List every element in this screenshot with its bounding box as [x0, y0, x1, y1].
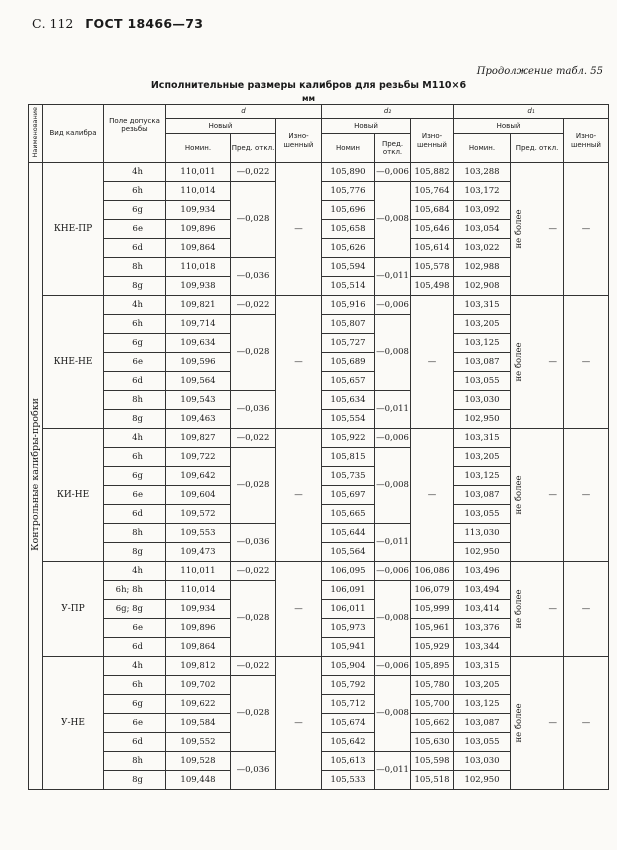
tolerance-cell: 8h [104, 752, 166, 771]
d2-worn-cell: 105,630 [411, 733, 454, 752]
tolerance-cell: 8g [104, 410, 166, 429]
d-deviation-cell: —0,036 [231, 258, 276, 296]
d2-nominal-cell: 105,890 [322, 163, 375, 182]
d1-nominal-cell: 102,988 [454, 258, 511, 277]
gauge-kind: У-НЕ [43, 657, 104, 790]
d1-worn-cell: — [564, 562, 609, 657]
not-more-note: не более [514, 589, 525, 629]
tolerance-cell: 8h [104, 524, 166, 543]
d1-nominal-cell: 113,030 [454, 524, 511, 543]
d-nominal-cell: 109,604 [166, 486, 231, 505]
d-nominal-cell: 109,938 [166, 277, 231, 296]
d2-nominal-cell: 105,594 [322, 258, 375, 277]
tolerance-cell: 8g [104, 277, 166, 296]
d1-nominal-cell: 103,087 [454, 486, 511, 505]
tolerance-cell: 8h [104, 258, 166, 277]
col-d2-nominal: Номин [322, 134, 375, 163]
d2-worn-cell: 106,079 [411, 581, 454, 600]
d1-nominal-cell: 103,315 [454, 429, 511, 448]
d-deviation-cell: —0,022 [231, 163, 276, 182]
d-nominal-cell: 109,448 [166, 771, 231, 790]
table-row [29, 562, 609, 581]
d2-nominal-cell: 105,904 [322, 657, 375, 676]
table-row [29, 163, 609, 182]
d1-deviation-cell [511, 562, 564, 657]
d2-worn-cell: 105,598 [411, 752, 454, 771]
col-d1-new: Новый [454, 119, 564, 134]
d2-deviation-cell: —0,006 [375, 429, 411, 448]
d1-deviation-value: — [548, 356, 558, 367]
d-nominal-cell: 109,552 [166, 733, 231, 752]
d1-nominal-cell: 103,054 [454, 220, 511, 239]
d1-nominal-cell: 103,030 [454, 391, 511, 410]
col-d2-dev: Пред. откл. [375, 134, 411, 163]
tolerance-cell: 6e [104, 220, 166, 239]
d-nominal-cell: 109,553 [166, 524, 231, 543]
col-kind-header: Вид калибра [43, 105, 104, 163]
tolerance-cell: 6h [104, 182, 166, 201]
d1-deviation-value: — [548, 717, 558, 728]
col-d-nominal: Номин. [166, 134, 231, 163]
page-header [32, 16, 203, 31]
d1-nominal-cell: 103,344 [454, 638, 511, 657]
d2-nominal-cell: 105,613 [322, 752, 375, 771]
d2-nominal-cell: 105,564 [322, 543, 375, 562]
tolerance-cell: 6h [104, 676, 166, 695]
d-nominal-cell: 110,014 [166, 581, 231, 600]
d1-nominal-cell: 103,496 [454, 562, 511, 581]
d1-nominal-cell: 103,205 [454, 676, 511, 695]
d-nominal-cell: 109,528 [166, 752, 231, 771]
col-d-dev: Пред. откл. [231, 134, 276, 163]
d-nominal-cell: 109,572 [166, 505, 231, 524]
gauge-kind: КНЕ-НЕ [43, 296, 104, 429]
tolerance-cell: 8g [104, 543, 166, 562]
d1-nominal-cell: 103,205 [454, 448, 511, 467]
d1-nominal-cell: 102,950 [454, 543, 511, 562]
not-more-note: не более [514, 703, 525, 743]
tolerance-cell: 6g [104, 467, 166, 486]
d2-deviation-cell: —0,011 [375, 752, 411, 790]
tolerance-cell: 6g [104, 201, 166, 220]
tolerance-cell: 6h [104, 315, 166, 334]
tolerance-cell: 4h [104, 163, 166, 182]
d-nominal-cell: 110,011 [166, 163, 231, 182]
dimensions-table [28, 104, 609, 790]
d2-worn-cell: 105,961 [411, 619, 454, 638]
d-deviation-cell: —0,022 [231, 657, 276, 676]
d-worn-cell: — [276, 296, 322, 429]
d2-nominal-cell: 105,807 [322, 315, 375, 334]
d2-nominal-cell: 106,095 [322, 562, 375, 581]
tolerance-cell: 4h [104, 657, 166, 676]
col-d1-worn: Изно-шенный [564, 119, 609, 163]
d2-nominal-cell: 105,642 [322, 733, 375, 752]
d1-worn-cell: — [564, 296, 609, 429]
d2-nominal-cell: 105,657 [322, 372, 375, 391]
d-worn-cell: — [276, 429, 322, 562]
d1-worn-cell: — [564, 657, 609, 790]
d2-nominal-cell: 105,973 [322, 619, 375, 638]
d2-worn-cell: 105,646 [411, 220, 454, 239]
d2-deviation-cell: —0,011 [375, 258, 411, 296]
gauge-kind: У-ПР [43, 562, 104, 657]
d2-worn-cell: 105,895 [411, 657, 454, 676]
d2-deviation-cell: —0,006 [375, 562, 411, 581]
d2-nominal-cell: 105,658 [322, 220, 375, 239]
d2-nominal-cell: 105,626 [322, 239, 375, 258]
d-nominal-cell: 109,812 [166, 657, 231, 676]
d-nominal-cell: 110,014 [166, 182, 231, 201]
col-name-header: Наименование [29, 105, 43, 163]
d1-nominal-cell: 103,414 [454, 600, 511, 619]
d-nominal-cell: 109,714 [166, 315, 231, 334]
d1-deviation-cell [511, 163, 564, 296]
d1-nominal-cell: 103,376 [454, 619, 511, 638]
d1-nominal-cell: 103,087 [454, 353, 511, 372]
d1-worn-cell: — [564, 429, 609, 562]
d2-deviation-cell: —0,008 [375, 676, 411, 752]
d2-nominal-cell: 105,697 [322, 486, 375, 505]
col-d2-header: d₂ [322, 105, 454, 119]
d1-nominal-cell: 103,205 [454, 315, 511, 334]
table-row [29, 296, 609, 315]
d-nominal-cell: 109,642 [166, 467, 231, 486]
tolerance-cell: 6e [104, 619, 166, 638]
tolerance-cell: 6h; 8h [104, 581, 166, 600]
d2-nominal-cell: 105,792 [322, 676, 375, 695]
col-d1-dev: Пред. откл. [511, 134, 564, 163]
d-nominal-cell: 109,864 [166, 638, 231, 657]
d2-nominal-cell: 105,674 [322, 714, 375, 733]
col-d-worn: Изно-шенный [276, 119, 322, 163]
d1-deviation-cell [511, 657, 564, 790]
d-deviation-cell: —0,022 [231, 296, 276, 315]
d-deviation-cell: —0,028 [231, 315, 276, 391]
table-title: Исполнительные размеры калибров для резьбы М110×6 [150, 80, 467, 91]
d2-nominal-cell: 105,554 [322, 410, 375, 429]
d-nominal-cell: 109,622 [166, 695, 231, 714]
tolerance-cell: 6e [104, 353, 166, 372]
d1-nominal-cell: 103,315 [454, 296, 511, 315]
d-nominal-cell: 109,584 [166, 714, 231, 733]
tolerance-cell: 8g [104, 771, 166, 790]
not-more-note: не более [514, 209, 525, 249]
d2-nominal-cell: 105,696 [322, 201, 375, 220]
d2-nominal-cell: 105,533 [322, 771, 375, 790]
d2-worn-cell: 105,780 [411, 676, 454, 695]
d1-nominal-cell: 103,055 [454, 733, 511, 752]
tolerance-cell: 6d [104, 505, 166, 524]
d2-worn-cell: 105,518 [411, 771, 454, 790]
d-deviation-cell: —0,022 [231, 429, 276, 448]
d2-deviation-cell: —0,006 [375, 657, 411, 676]
d2-deviation-cell: —0,008 [375, 315, 411, 391]
d-nominal-cell: 109,821 [166, 296, 231, 315]
d-nominal-cell: 109,864 [166, 239, 231, 258]
d-nominal-cell: 109,473 [166, 543, 231, 562]
tolerance-cell: 6d [104, 239, 166, 258]
tolerance-cell: 6g [104, 695, 166, 714]
tolerance-cell: 8h [104, 391, 166, 410]
d2-worn-cell: — [411, 296, 454, 429]
d-deviation-cell: —0,028 [231, 448, 276, 524]
d-nominal-cell: 109,896 [166, 619, 231, 638]
d-deviation-cell: —0,036 [231, 391, 276, 429]
d-nominal-cell: 109,596 [166, 353, 231, 372]
table-unit: мм [301, 94, 316, 103]
d1-deviation-value: — [548, 603, 558, 614]
d1-nominal-cell: 103,030 [454, 752, 511, 771]
d1-nominal-cell: 103,055 [454, 505, 511, 524]
d1-nominal-cell: 103,055 [454, 372, 511, 391]
d2-nominal-cell: 105,916 [322, 296, 375, 315]
d1-nominal-cell: 102,908 [454, 277, 511, 296]
d1-nominal-cell: 103,494 [454, 581, 511, 600]
d1-nominal-cell: 103,125 [454, 467, 511, 486]
tolerance-cell: 6d [104, 733, 166, 752]
gauge-kind: КИ-НЕ [43, 429, 104, 562]
d2-nominal-cell: 105,644 [322, 524, 375, 543]
d2-nominal-cell: 105,689 [322, 353, 375, 372]
d-deviation-cell: —0,022 [231, 562, 276, 581]
d-nominal-cell: 109,702 [166, 676, 231, 695]
d2-nominal-cell: 106,091 [322, 581, 375, 600]
d1-deviation-value: — [548, 223, 558, 234]
not-more-note: не более [514, 475, 525, 515]
tolerance-cell: 4h [104, 429, 166, 448]
d2-deviation-cell: —0,008 [375, 182, 411, 258]
d1-nominal-cell: 103,087 [454, 714, 511, 733]
tolerance-cell: 6e [104, 486, 166, 505]
d1-deviation-cell [511, 296, 564, 429]
d2-nominal-cell: 105,727 [322, 334, 375, 353]
col-d2-worn: Изно-шенный [411, 119, 454, 163]
table-row [29, 429, 609, 448]
col-tolerance-header: Поле допуска резьбы [104, 105, 166, 163]
d-worn-cell: — [276, 562, 322, 657]
d1-nominal-cell: 103,315 [454, 657, 511, 676]
d-deviation-cell: —0,028 [231, 581, 276, 657]
page-number: С. 112 [32, 16, 74, 31]
d1-worn-cell: — [564, 163, 609, 296]
d2-deviation-cell: —0,011 [375, 391, 411, 429]
not-more-note: не более [514, 342, 525, 382]
gauge-kind: КНЕ-ПР [43, 163, 104, 296]
d2-nominal-cell: 105,815 [322, 448, 375, 467]
d1-nominal-cell: 103,125 [454, 334, 511, 353]
d-nominal-cell: 109,463 [166, 410, 231, 429]
tolerance-cell: 6d [104, 638, 166, 657]
d-nominal-cell: 109,564 [166, 372, 231, 391]
d2-worn-cell: — [411, 429, 454, 562]
d1-nominal-cell: 103,172 [454, 182, 511, 201]
d2-nominal-cell: 105,634 [322, 391, 375, 410]
tolerance-cell: 6e [104, 714, 166, 733]
d-nominal-cell: 110,011 [166, 562, 231, 581]
d2-nominal-cell: 105,922 [322, 429, 375, 448]
tolerance-cell: 6h [104, 448, 166, 467]
d1-nominal-cell: 103,092 [454, 201, 511, 220]
d2-worn-cell: 105,684 [411, 201, 454, 220]
d-deviation-cell: —0,028 [231, 676, 276, 752]
d1-nominal-cell: 103,022 [454, 239, 511, 258]
standard-number: ГОСТ 18466—73 [85, 16, 204, 31]
col-d1-nominal: Номин. [454, 134, 511, 163]
d2-deviation-cell: —0,006 [375, 296, 411, 315]
tolerance-cell: 6d [104, 372, 166, 391]
d-nominal-cell: 110,018 [166, 258, 231, 277]
col-d1-header: d₁ [454, 105, 609, 119]
d-nominal-cell: 109,934 [166, 201, 231, 220]
d-nominal-cell: 109,896 [166, 220, 231, 239]
d2-nominal-cell: 105,712 [322, 695, 375, 714]
category-cell: Контрольные калибры-пробки [29, 163, 43, 790]
d2-nominal-cell: 105,665 [322, 505, 375, 524]
d2-worn-cell: 105,999 [411, 600, 454, 619]
d1-nominal-cell: 102,950 [454, 771, 511, 790]
continuation-label: Продолжение табл. 55 [476, 66, 603, 77]
tolerance-cell: 6g [104, 334, 166, 353]
d-nominal-cell: 109,722 [166, 448, 231, 467]
d1-deviation-cell [511, 429, 564, 562]
d-deviation-cell: —0,028 [231, 182, 276, 258]
d2-worn-cell: 105,764 [411, 182, 454, 201]
d2-nominal-cell: 106,011 [322, 600, 375, 619]
col-d-header: d [166, 105, 322, 119]
d2-deviation-cell: —0,008 [375, 448, 411, 524]
d2-worn-cell: 105,882 [411, 163, 454, 182]
d2-deviation-cell: —0,006 [375, 163, 411, 182]
d2-deviation-cell: —0,008 [375, 581, 411, 657]
d-nominal-cell: 109,634 [166, 334, 231, 353]
d2-worn-cell: 105,614 [411, 239, 454, 258]
d2-nominal-cell: 105,776 [322, 182, 375, 201]
col-d-new: Новый [166, 119, 276, 134]
d2-worn-cell: 105,662 [411, 714, 454, 733]
d-nominal-cell: 109,934 [166, 600, 231, 619]
tolerance-cell: 6g; 8g [104, 600, 166, 619]
d2-nominal-cell: 105,514 [322, 277, 375, 296]
d-worn-cell: — [276, 657, 322, 790]
d2-worn-cell: 105,700 [411, 695, 454, 714]
d2-nominal-cell: 105,941 [322, 638, 375, 657]
tolerance-cell: 4h [104, 562, 166, 581]
d1-deviation-value: — [548, 489, 558, 500]
d2-worn-cell: 105,929 [411, 638, 454, 657]
d2-nominal-cell: 105,735 [322, 467, 375, 486]
tolerance-cell: 4h [104, 296, 166, 315]
d-nominal-cell: 109,827 [166, 429, 231, 448]
col-d2-new: Новый [322, 119, 411, 134]
d-deviation-cell: —0,036 [231, 524, 276, 562]
d2-worn-cell: 105,498 [411, 277, 454, 296]
d-deviation-cell: —0,036 [231, 752, 276, 790]
d2-deviation-cell: —0,011 [375, 524, 411, 562]
d2-worn-cell: 106,086 [411, 562, 454, 581]
d1-nominal-cell: 103,288 [454, 163, 511, 182]
d-worn-cell: — [276, 163, 322, 296]
table-body [29, 163, 609, 790]
d-nominal-cell: 109,543 [166, 391, 231, 410]
d1-nominal-cell: 102,950 [454, 410, 511, 429]
d2-worn-cell: 105,578 [411, 258, 454, 277]
d1-nominal-cell: 103,125 [454, 695, 511, 714]
table-row [29, 657, 609, 676]
